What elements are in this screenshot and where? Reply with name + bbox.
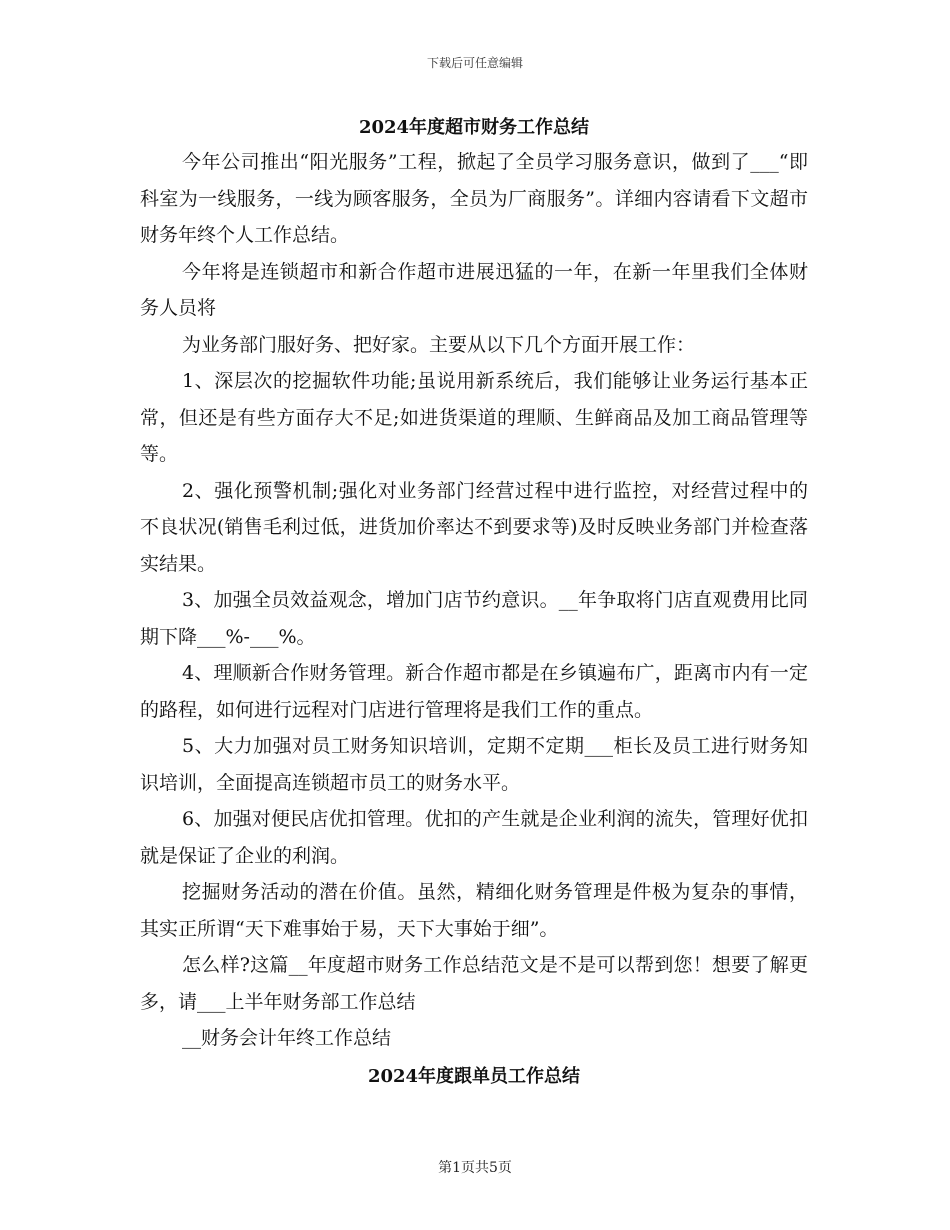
paragraph: 2、强化预警机制;强化对业务部门经营过程中进行监控，对经营过程中的不良状况(销售毛利过低，进货加价率达不到要求等)及时反映业务部门并检查落实结果。: [140, 479, 808, 575]
paragraph: 1、深层次的挖掘软件功能;虽说用新系统后，我们能够让业务运行基本正常，但还是有些方面存大不足;如进货渠道的理顺、生鲜商品及加工商品管理等等。: [140, 370, 808, 465]
paragraph: 6、加强对便民店优扣管理。优扣的产生就是企业利润的流失，管理好优扣就是保证了企业的利润。: [140, 808, 808, 867]
paragraph: 今年公司推出“阳光服务”工程，掀起了全员学习服务意识，做到了___“即科室为一线服务，一线为顾客服务，全员为厂商服务”。详细内容请看下文超市财务年终个人工作总结。: [140, 151, 808, 246]
paragraph: __财务会计年终工作总结: [182, 1027, 392, 1049]
paragraph: 为业务部门服好务、把好家。主要从以下几个方面开展工作：: [182, 333, 696, 356]
paragraph: 3、加强全员效益观念，增加门店节约意识。__年争取将门店直观费用比同期下降___%-___%。: [140, 589, 808, 648]
paragraph: 怎么样?这篇__年度超市财务工作总结范文是不是可以帮到您！想要了解更多，请___上半年财务部工作总结: [140, 954, 808, 1013]
page-footer: 第1页共5页: [438, 1160, 512, 1176]
header-note: 下载后可任意编辑: [426, 56, 523, 70]
paragraph: 4、理顺新合作财务管理。新合作超市都是在乡镇遍布广，距离市内有一定的路程，如何进行远程对门店进行管理将是我们工作的重点。: [140, 662, 808, 721]
second-document-title: 2024年度跟单员工作总结: [367, 1065, 581, 1087]
document-body: [140, 112, 808, 1097]
paragraph: 挖掘财务活动的潜在价值。虽然，精细化财务管理是件极为复杂的事情，其实正所谓“天下难事始于易，天下大事始于细”。: [140, 881, 808, 940]
paragraph: 今年将是连锁超市和新合作超市进展迅猛的一年，在新一年里我们全体财务人员将: [140, 260, 808, 319]
paragraph: 5、大力加强对员工财务知识培训，定期不定期___柜长及员工进行财务知识培训，全面提高连锁超市员工的财务水平。: [140, 735, 808, 794]
document-title: 2024年度超市财务工作总结: [358, 117, 590, 138]
